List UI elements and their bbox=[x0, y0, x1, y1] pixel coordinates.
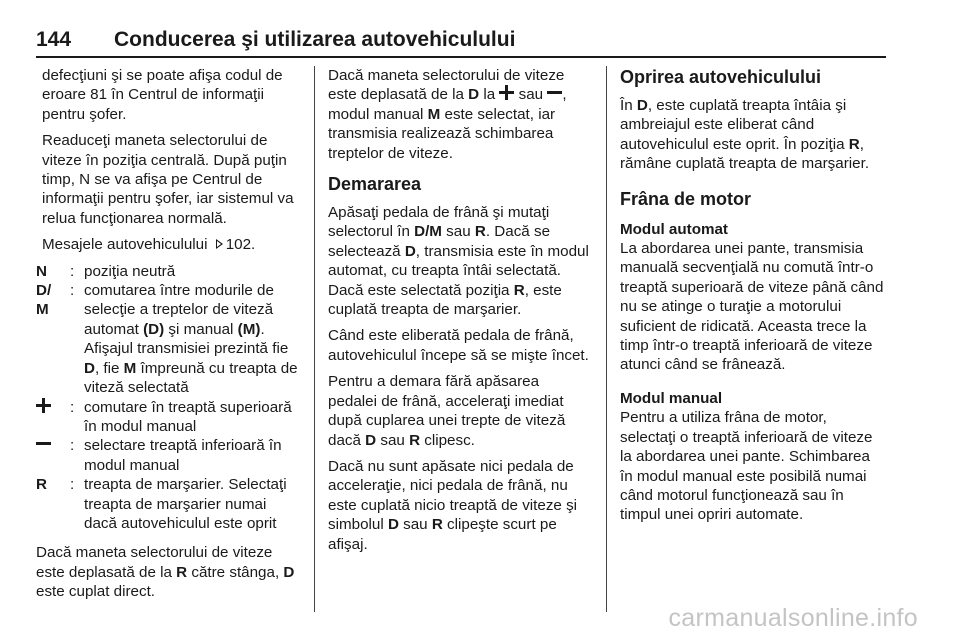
paragraph: Dacă nu sunt apăsate nici pedala de acceleraţie, nici pedala de frână, nu este cuplată nicio treaptă de viteze şi simbolul D sau R clipeşte scurt pe afişaj. bbox=[328, 457, 578, 553]
subsection-heading: Modul automat bbox=[620, 220, 728, 238]
column-left bbox=[36, 66, 300, 609]
legend-colon: : bbox=[70, 437, 75, 455]
page-reference-arrow-icon bbox=[216, 239, 223, 249]
page-reference[interactable]: 102. bbox=[225, 236, 256, 254]
paragraph: Pentru a utiliza frâna de motor, selectaţi o treaptă inferioară de viteze la abordarea unei pante. Schimbarea în modul manual este posibilă numai când motorul funcţionează sau în timpul unei opriri automate. bbox=[620, 409, 873, 524]
plus-icon bbox=[36, 398, 52, 414]
paragraph: În D, este cuplată treapta întâia şi ambreiajul este eliberat când autovehiculul este oprit. În poziţia R, rămâne cuplată treapta de marşarier. bbox=[620, 97, 870, 173]
gear-position-legend bbox=[36, 262, 300, 534]
legend-colon: : bbox=[70, 262, 75, 280]
legend-description: comutare în treaptă superioară în modul manual bbox=[84, 398, 292, 435]
subsection-heading: Modul manual bbox=[620, 389, 723, 407]
minus-icon bbox=[547, 85, 562, 100]
section-heading: Frâna de motor bbox=[620, 188, 752, 209]
paragraph: defecţiuni şi se poate afişa codul de eroare 81 în Centrul de informaţii pentru şofer. bbox=[42, 67, 283, 123]
legend-description: treapta de marşarier. Selectaţi treapta de marşarier numai dacă autovehiculul este oprit bbox=[84, 476, 287, 532]
legend-term: D/ M bbox=[36, 282, 52, 319]
page-number: 144 bbox=[36, 28, 72, 51]
legend-term: N bbox=[36, 262, 47, 280]
paragraph: La abordarea unei pante, transmisia manuală secvenţială nu comută într-o treaptă superioară de viteze până când nu se atinge o turaţie a motorului suficient de ridicată. Aceasta trece la timp într-o treaptă inferioară de viteze atunci când se frânează. bbox=[620, 240, 884, 374]
legend-description: comutarea între modurile de selecţie a treptelor de viteză automat (D) şi manual (M). Afişajul transmisiei prezintă fie D, fie M împreună cu treapta de viteză selectată bbox=[84, 282, 298, 397]
paragraph: Pentru a demara fără apăsarea pedalei de frână, acceleraţi imediat după cuplarea unei trepte de viteză dacă D sau R clipesc. bbox=[328, 373, 566, 449]
paragraph: Când este eliberată pedala de frână, autovehiculul începe să se mişte încet. bbox=[328, 327, 589, 364]
legend-row-minus bbox=[36, 436, 300, 475]
legend-row-r bbox=[36, 475, 300, 533]
column-divider bbox=[314, 66, 315, 612]
section-heading: Demararea bbox=[328, 174, 422, 195]
legend-colon: : bbox=[70, 476, 75, 494]
legend-colon: : bbox=[70, 282, 75, 300]
watermark: carmanualsonline.info bbox=[668, 604, 918, 632]
legend-colon: : bbox=[70, 398, 75, 416]
legend-row-dm bbox=[36, 281, 300, 397]
paragraph: Readuceţi maneta selectorului de viteze în poziţia centrală. După puţin timp, N se va afişa pe Centrul de informaţii pentru şofer, iar sistemul va relua funcţionarea normală. bbox=[42, 132, 294, 227]
legend-row-plus bbox=[36, 398, 300, 437]
column-middle bbox=[328, 66, 590, 561]
legend-description: selectare treaptă inferioară în modul manual bbox=[84, 437, 282, 474]
paragraph-text: Mesajele autovehiculului bbox=[42, 236, 208, 254]
chapter-title: Conducerea şi utilizarea autovehiculului bbox=[114, 28, 516, 51]
page-header bbox=[36, 28, 886, 54]
paragraph: Dacă maneta selectorului de viteze este deplasată de la D la sau , modul manual M este selectat, iar transmisia realizează schimbarea treptelor de viteze. bbox=[328, 67, 567, 162]
section-heading: Oprirea autovehiculului bbox=[620, 67, 822, 87]
minus-icon bbox=[36, 436, 52, 452]
legend-term: R bbox=[36, 476, 47, 494]
header-rule bbox=[36, 56, 886, 58]
column-right bbox=[620, 66, 886, 532]
paragraph: Dacă maneta selectorului de viteze este deplasată de la R către stânga, D este cuplat direct. bbox=[36, 544, 295, 601]
column-divider bbox=[606, 66, 607, 612]
paragraph bbox=[36, 235, 300, 254]
paragraph: Apăsaţi pedala de frână şi mutaţi selectorul în D/M sau R. Dacă se selectează D, transmisia este în modul automat, cu treapta întâi selectată. Dacă este selectată poziţia R, este cuplată treapta de marşarier. bbox=[328, 204, 589, 319]
legend-description: poziţia neutră bbox=[84, 262, 176, 280]
plus-icon bbox=[499, 85, 514, 100]
legend-row-n bbox=[36, 262, 300, 281]
